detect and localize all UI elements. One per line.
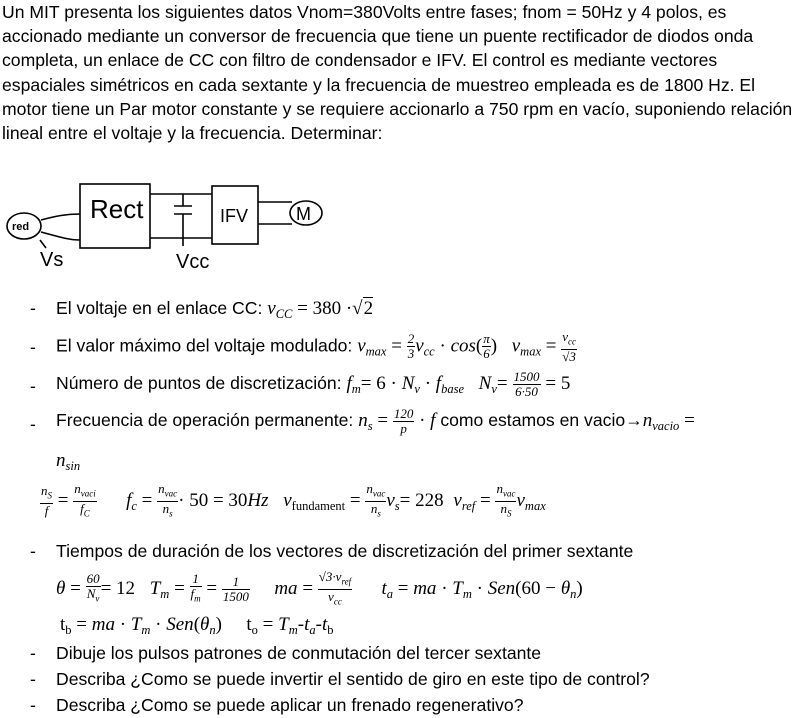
bullet-dash: - xyxy=(30,695,36,715)
item-max-modulated-voltage: El valor máximo del voltaje modulado: $v_{max}$ = $\frac{2}{3}$ $v_{cc} \cdot \cos$( $\frac{\pi}{6}$ ) $v_{max}$ = $\frac{v_{cc}}{√3}$ xyxy=(56,329,576,364)
item-discretization-points: Número de puntos de discretización: $f_m= 6 \cdot N_v \cdot f_{base}$ $N_v=$ $\frac{1500}{6\cdot 50}$ = 5 xyxy=(56,369,571,399)
converter-block-diagram xyxy=(6,180,336,272)
problem-statement: Un MIT presenta los siguientes datos Vnom=380Volts entre fases; fnom = 50Hz y 4 polos, es accionado mediante un conversor de frecuencia que tiene un puente rectificador de diodos onda completa, un enlace de CC con filtro de condensador e IFV. El control es mediante vectores espaciales simétricos en cada sextante y la frecuencia de muestreo empleada es de 1800 Hz. El motor tiene un Par motor constante y se requiere accionarlo a 750 rpm en vacío, suponiendo relación lineal entre el voltaje y la frecuencia. Determinar: xyxy=(2,2,793,144)
bullet-dash: - xyxy=(30,298,36,318)
item-reverse-rotation: Describa ¿Como se puede invertir el sentido de giro en este tipo de control? xyxy=(56,669,650,689)
bullet-dash: - xyxy=(30,414,36,434)
bullet-dash: - xyxy=(30,337,36,357)
vcc-label: Vcc xyxy=(176,251,210,272)
item-operating-frequency: Frecuencia de operación permanente: $n_s$ = $\frac{120}{p}$ · f como estamos en $vacio\to n_{vacio}$ = xyxy=(56,406,695,436)
red-label: red xyxy=(12,221,30,233)
bullet-dash: - xyxy=(30,669,36,689)
equations-row: $\frac{n_S}{f}$ = $\frac{n_{vaci}}{f_C}$ $f_c$ = $\frac{n_{vac}}{n_s}$ · 50 = 30Hz $v_{fundament}$ = $\frac{n_{vac}}{n_s}$ $v_s= 228$ $v_{ref}$ = $\frac{n_{vac}}{n_S}$ $v_{max}$ xyxy=(41,481,546,519)
motor-label: M xyxy=(296,204,311,224)
ifv-label: IFV xyxy=(220,206,249,226)
n-sin: $n_{sin}$ xyxy=(56,450,81,473)
item-dc-link-voltage: El voltaje en el enlace CC: $v_{CC} = 380 \cdot√2$ xyxy=(56,298,374,321)
bullet-dash: - xyxy=(30,541,36,561)
item-regenerative-braking: Describa ¿Como se puede aplicar un frenado regenerativo? xyxy=(56,695,524,715)
rect-label: Rect xyxy=(90,194,144,224)
tb-to-equations: $t_b$ = ma · $T_m \cdot Sen(\theta_n)$ $t_o = T_m-t_a-t_b$ xyxy=(60,614,334,637)
item-vector-duration: Tiempos de duración de los vectores de discretización del primer sextante xyxy=(56,541,634,561)
bullet-dash: - xyxy=(30,643,36,663)
bullet-dash: - xyxy=(30,376,36,396)
theta-equations: θ = $\frac{60}{N_v}$ = 12 $T_m$ = $\frac{1}{f_m}$ = $\frac{1}{1500}$ ma = $\frac{√3\cdot v_{ref}}{v_{cc}}$ $t_a$ = ma · $T_m \cdot Sen(60 - \theta_n)$ xyxy=(56,569,583,607)
vs-label: Vs xyxy=(40,249,64,271)
item-switching-pulses: Dibuje los pulsos patrones de conmutación del tercer sextante xyxy=(56,643,542,663)
